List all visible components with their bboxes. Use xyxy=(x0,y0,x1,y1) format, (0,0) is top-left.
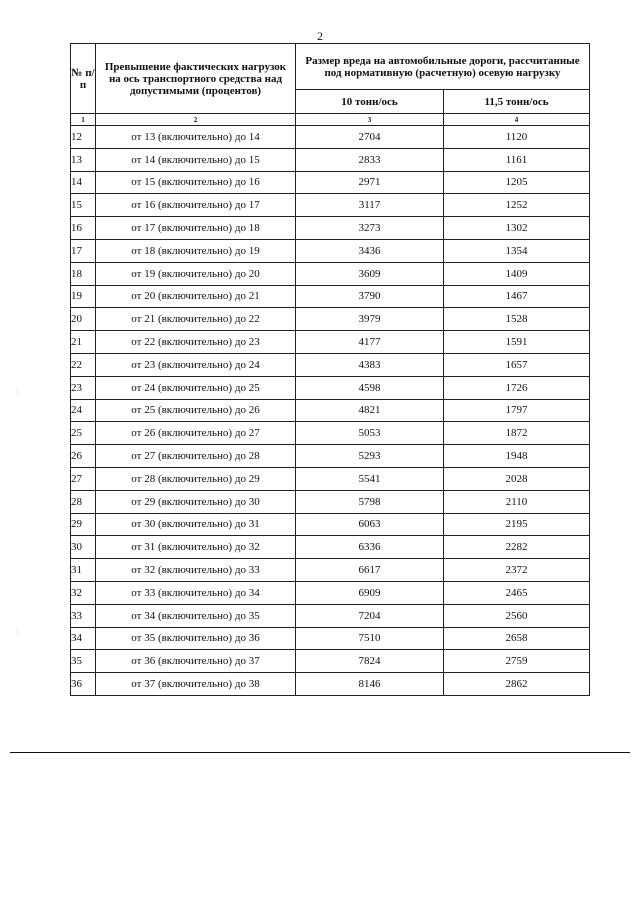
table-row xyxy=(71,353,590,376)
column-index: 1 xyxy=(71,114,96,126)
row-range: от 29 (включительно) до 30 xyxy=(96,490,296,513)
row-value-11-5t: 2110 xyxy=(444,490,590,513)
table-header xyxy=(71,44,590,126)
row-value-10t: 8146 xyxy=(296,673,444,696)
row-value-10t: 5798 xyxy=(296,490,444,513)
row-value-10t: 3979 xyxy=(296,308,444,331)
table-row xyxy=(71,536,590,559)
row-range: от 30 (включительно) до 31 xyxy=(96,513,296,536)
row-value-11-5t: 1872 xyxy=(444,422,590,445)
row-value-10t: 2833 xyxy=(296,148,444,171)
row-value-10t: 3609 xyxy=(296,262,444,285)
row-value-11-5t: 2028 xyxy=(444,467,590,490)
row-number: 33 xyxy=(71,604,96,627)
row-value-10t: 7510 xyxy=(296,627,444,650)
table-row xyxy=(71,467,590,490)
table-row xyxy=(71,239,590,262)
row-number: 32 xyxy=(71,581,96,604)
row-number: 29 xyxy=(71,513,96,536)
row-value-10t: 5293 xyxy=(296,445,444,468)
row-value-10t: 3117 xyxy=(296,194,444,217)
row-range: от 31 (включительно) до 32 xyxy=(96,536,296,559)
row-number: 35 xyxy=(71,650,96,673)
row-value-10t: 5541 xyxy=(296,467,444,490)
row-value-11-5t: 2282 xyxy=(444,536,590,559)
page-number: 2 xyxy=(317,29,323,43)
bottom-divider xyxy=(10,752,630,753)
row-value-10t: 4177 xyxy=(296,331,444,354)
header-excess: Превышение фактических нагрузок на ось транспортного средства над допустимыми (процентов) xyxy=(96,44,296,114)
row-value-10t: 2971 xyxy=(296,171,444,194)
row-value-11-5t: 2195 xyxy=(444,513,590,536)
table-row xyxy=(71,604,590,627)
table-row xyxy=(71,308,590,331)
row-number: 26 xyxy=(71,445,96,468)
table-row xyxy=(71,650,590,673)
row-value-11-5t: 1591 xyxy=(444,331,590,354)
row-number: 21 xyxy=(71,331,96,354)
row-value-11-5t: 1467 xyxy=(444,285,590,308)
row-value-11-5t: 1161 xyxy=(444,148,590,171)
row-number: 16 xyxy=(71,217,96,240)
table-row xyxy=(71,445,590,468)
row-number: 15 xyxy=(71,194,96,217)
row-range: от 16 (включительно) до 17 xyxy=(96,194,296,217)
header-10t: 10 тонн/ось xyxy=(296,90,444,114)
row-range: от 25 (включительно) до 26 xyxy=(96,399,296,422)
damage-table xyxy=(70,43,590,696)
table-row xyxy=(71,399,590,422)
row-value-10t: 7204 xyxy=(296,604,444,627)
row-range: от 19 (включительно) до 20 xyxy=(96,262,296,285)
row-value-11-5t: 1948 xyxy=(444,445,590,468)
row-range: от 34 (включительно) до 35 xyxy=(96,604,296,627)
row-number: 13 xyxy=(71,148,96,171)
column-index: 2 xyxy=(96,114,296,126)
row-number: 14 xyxy=(71,171,96,194)
row-value-10t: 4821 xyxy=(296,399,444,422)
row-value-10t: 3790 xyxy=(296,285,444,308)
row-value-11-5t: 1726 xyxy=(444,376,590,399)
header-11-5t: 11,5 тонн/ось xyxy=(444,90,590,114)
row-range: от 37 (включительно) до 38 xyxy=(96,673,296,696)
row-number: 22 xyxy=(71,353,96,376)
row-number: 20 xyxy=(71,308,96,331)
row-number: 24 xyxy=(71,399,96,422)
table-row xyxy=(71,262,590,285)
margin-mark: · xyxy=(15,628,18,637)
row-number: 36 xyxy=(71,673,96,696)
row-range: от 35 (включительно) до 36 xyxy=(96,627,296,650)
row-value-11-5t: 1657 xyxy=(444,353,590,376)
row-value-11-5t: 1528 xyxy=(444,308,590,331)
row-value-10t: 4598 xyxy=(296,376,444,399)
row-number: 23 xyxy=(71,376,96,399)
row-number: 25 xyxy=(71,422,96,445)
row-value-11-5t: 2560 xyxy=(444,604,590,627)
row-range: от 15 (включительно) до 16 xyxy=(96,171,296,194)
row-value-11-5t: 1797 xyxy=(444,399,590,422)
row-value-10t: 6909 xyxy=(296,581,444,604)
row-number: 30 xyxy=(71,536,96,559)
row-value-10t: 3436 xyxy=(296,239,444,262)
row-value-10t: 6617 xyxy=(296,559,444,582)
row-range: от 27 (включительно) до 28 xyxy=(96,445,296,468)
row-range: от 17 (включительно) до 18 xyxy=(96,217,296,240)
table-row xyxy=(71,422,590,445)
table-row xyxy=(71,217,590,240)
header-number: № п/п xyxy=(71,44,96,114)
row-number: 34 xyxy=(71,627,96,650)
row-range: от 26 (включительно) до 27 xyxy=(96,422,296,445)
table-row xyxy=(71,285,590,308)
row-number: 28 xyxy=(71,490,96,513)
row-value-11-5t: 2465 xyxy=(444,581,590,604)
row-value-11-5t: 1409 xyxy=(444,262,590,285)
table-row xyxy=(71,331,590,354)
row-range: от 14 (включительно) до 15 xyxy=(96,148,296,171)
row-number: 31 xyxy=(71,559,96,582)
margin-mark: · xyxy=(15,388,18,397)
row-value-11-5t: 1302 xyxy=(444,217,590,240)
row-value-10t: 6336 xyxy=(296,536,444,559)
table-row xyxy=(71,194,590,217)
row-value-10t: 7824 xyxy=(296,650,444,673)
row-value-11-5t: 1252 xyxy=(444,194,590,217)
row-value-10t: 5053 xyxy=(296,422,444,445)
table-row xyxy=(71,559,590,582)
header-damage: Размер вреда на автомобильные дороги, рассчитанные под нормативную (расчетную) осевую нагрузку xyxy=(296,44,590,90)
row-value-10t: 3273 xyxy=(296,217,444,240)
column-index-row xyxy=(71,114,590,126)
table-row xyxy=(71,490,590,513)
table-row xyxy=(71,148,590,171)
row-number: 12 xyxy=(71,126,96,149)
row-range: от 32 (включительно) до 33 xyxy=(96,559,296,582)
row-range: от 20 (включительно) до 21 xyxy=(96,285,296,308)
row-value-10t: 4383 xyxy=(296,353,444,376)
row-number: 19 xyxy=(71,285,96,308)
row-value-10t: 2704 xyxy=(296,126,444,149)
column-index: 3 xyxy=(296,114,444,126)
table-row xyxy=(71,126,590,149)
row-value-11-5t: 1205 xyxy=(444,171,590,194)
row-range: от 24 (включительно) до 25 xyxy=(96,376,296,399)
row-number: 27 xyxy=(71,467,96,490)
table-row xyxy=(71,581,590,604)
row-value-11-5t: 2658 xyxy=(444,627,590,650)
row-range: от 18 (включительно) до 19 xyxy=(96,239,296,262)
row-value-10t: 6063 xyxy=(296,513,444,536)
row-number: 18 xyxy=(71,262,96,285)
row-number: 17 xyxy=(71,239,96,262)
column-index: 4 xyxy=(444,114,590,126)
row-range: от 36 (включительно) до 37 xyxy=(96,650,296,673)
table-row xyxy=(71,376,590,399)
row-value-11-5t: 2759 xyxy=(444,650,590,673)
row-value-11-5t: 1120 xyxy=(444,126,590,149)
row-range: от 21 (включительно) до 22 xyxy=(96,308,296,331)
row-value-11-5t: 1354 xyxy=(444,239,590,262)
row-value-11-5t: 2372 xyxy=(444,559,590,582)
row-range: от 33 (включительно) до 34 xyxy=(96,581,296,604)
row-range: от 23 (включительно) до 24 xyxy=(96,353,296,376)
row-range: от 22 (включительно) до 23 xyxy=(96,331,296,354)
table-row xyxy=(71,627,590,650)
table-body xyxy=(71,126,590,696)
table-row xyxy=(71,673,590,696)
row-value-11-5t: 2862 xyxy=(444,673,590,696)
row-range: от 28 (включительно) до 29 xyxy=(96,467,296,490)
table-row xyxy=(71,171,590,194)
row-range: от 13 (включительно) до 14 xyxy=(96,126,296,149)
table-row xyxy=(71,513,590,536)
